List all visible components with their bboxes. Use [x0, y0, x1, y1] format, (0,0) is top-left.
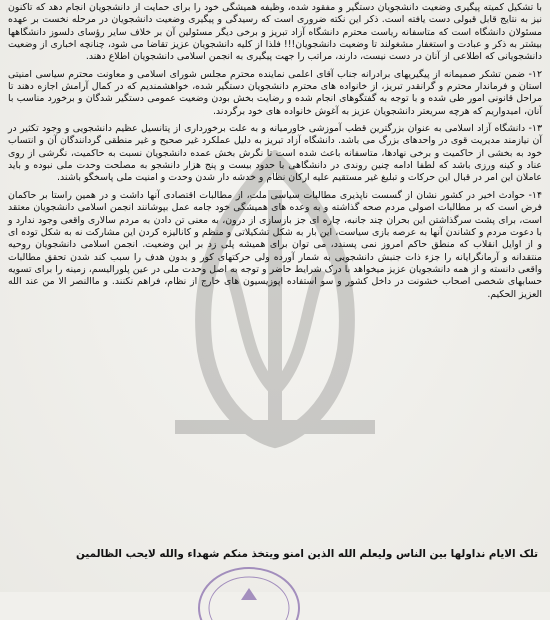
paragraph-committee: با تشکیل کمیته پیگیری وضعیت دانشجویان دستگیر و مفقود شده، وظیفه همیشگی خود را برای حمایت از دانشجویان انجام دهد که تاکنون نیز به نتایج قابل قبولی دست یافته است. ذکر این نکته ضروری است که رسیدگی و پیگیری وضعیت دانشجویان در مرحله نخست بر عهده مسئولان دانشگاه است که متاسفانه ریاست محترم دانشگاه آزاد تبریز و برخی دیگر مسئولین آن بر خلاف سایر رؤسای دلسوز دانشگاهها بیشتر به ذکر و عبادت و استغفار مشغولند تا وضعیت دانشجویان!!! فلذا از کلیه دانشجویان عزیز تقاضا می شود، چنانچه اخباری از وضعیت دانشجویانی که اطلاعی از آنان در دست نیست، دارند، مراتب را جهت پیگیری به انجمن اسلامی دانشجویان اطلاع دهند.: [8, 2, 542, 63]
organization-stamp: [195, 560, 303, 620]
paragraph-12: ۱۲- ضمن تشکر صمیمانه از پیگیریهای برادرانه جناب آقای اعلمی نماینده محترم مجلس شورای اسلامی و معاونت محترم سیاسی امنیتی استان و فرماندار محترم و گرانقدر تبریز، از خانواده های محترم دانشجویان دستگیر شده، خواهشمندیم که در کمال آرامش اجازه دهند تا مراحل قانونی امور طی شده و با توجه به گفتگوهای انجام شده و رضایت بخش بودن وضعیت عمومی دستگیر شدگان و برخورد مناسب با آنان، امیدواریم که هرچه سریعتر دانشجویان عزیز به آغوش خانواده های خود برگردند.: [8, 68, 542, 117]
document-body: [8, 2, 542, 301]
closing-verse: تلک الایام نداولها بین الناس ولیعلم الله الذین امنو ویتخذ منکم شهداء والله لایحب الظالمین: [76, 548, 538, 560]
paragraph-14: ۱۴- حوادث اخیر در کشور نشان از گسست ناپذیری مطالبات سیاسی ملت، از مطالبات اقتصادی آنها داشت و در همین راستا بر حاکمان فرض است که بر مطالبات اصولی مردم صحه گذاشته و به وعده های همیشگی خود جامه عمل بپوشانند انجمن اسلامی دانشجویان معتقد است، برای پشت سرگذاشتن این بحران چند جانبه، چاره ای جز بازسازی از درون، به معنی تن دادن به مردم سالاری واقعی وجود ندارد و با دعوت مردم و کشاندن آنها به عرصه بازی سیاست، این بار به شکل تشکیلاتی و منظم و کاناليزه کردن این مشارکت نه به شکل توده ای و از اوایل انقلاب که منطق حاکم امروز نمی پسندد، می توان برای همیشه پلی زد بر این وضعیت. انجمن اسلامی دانشجویان روحیه منتقدانه و آرمانگرایانه را جزء ذات جنبش دانشجویی به شمار آورده ولی حرکتهای کور و بدون هدف را سبب کند شدن تحقق مطالبات واقعی دانسته و از همه دانشجویان عزیز میخواهد با درک شرایط حاضر و توجه به اصل وحدت ملی در عین پلورالیسم، زمینه را برای تسویه حسابهای شخصی اصحاب خشونت در داخل کشور و سو استفاده اپوزیسیون های خارج از نظام، فراهم نکنند. و ماالنصر الا من عند الله العزیز الحکیم.: [8, 189, 542, 300]
paragraph-13: ۱۳- دانشگاه آزاد اسلامی به عنوان بزرگترین قطب آموزشی خاورمیانه و به علت برخورداری از پتانسیل عظیم دانشجویی و وجود تکثیر در آن نیازمند مدیریت قوی در واحدهای بزرگ می باشد. دانشگاه آزاد تبریز به دلیل عملکرد غیر صحیح و غیر منطقی گردانندگان آن و انتساب خود به بخشی از حاکمیت و برخی نهادها، متاسفانه باعث شده است تا نگرش بخش عمده دانشجویان نسبت به حاکمیت، نگرشی از روی عناد و کینه ورزی باشد که لطفا ادامه چنین روندی در دانشگاهی با حدود بیست و پنج هزار دانشجو به مصلحت وحدت ملی نبوده و باید عاملان این امر در قبال این حرکات و تبلیغ غیر مستقیم علیه ارکان نظام و خدشه دار شدن وحدت و امنیت ملی پاسخگو باشند.: [8, 123, 542, 184]
